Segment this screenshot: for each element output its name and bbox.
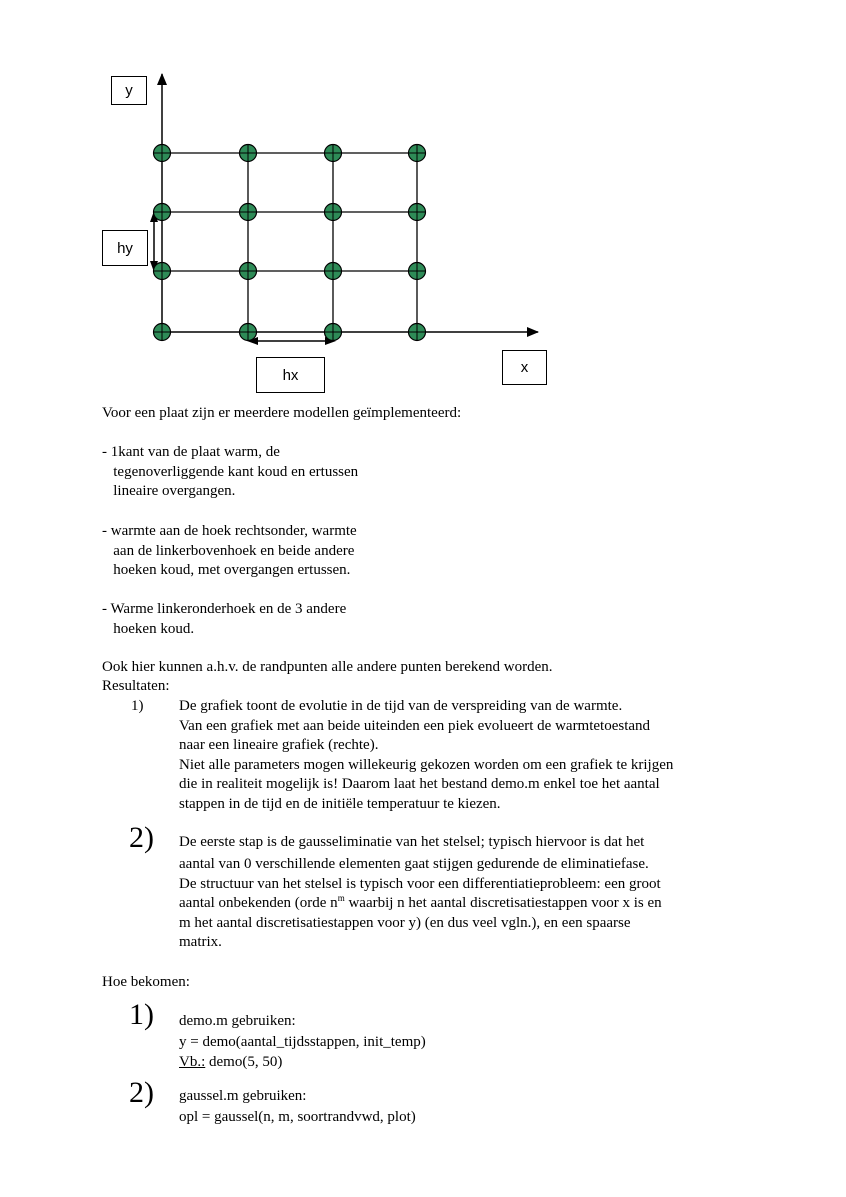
hoe-bekomen-heading: Hoe bekomen: <box>102 974 190 990</box>
x-label: x <box>520 359 529 376</box>
model-line: lineaire overgangen. <box>102 483 236 499</box>
result1-line: Van een grafiek met aan beide uiteinden een piek evolueert de warmtetoestand <box>179 717 651 734</box>
hy-label-box <box>102 230 148 266</box>
model-item-3 <box>102 600 346 639</box>
grid-nodes <box>154 145 426 341</box>
grid-node <box>240 324 257 341</box>
model-line: hoeken koud. <box>102 620 195 637</box>
grid-node <box>409 204 426 221</box>
hx-arrow <box>247 337 336 345</box>
model-line: - 1kant van de plaat warm, de <box>102 444 280 460</box>
result2-line: m het aantal discretisatiestappen voor y) (en dus veel vgln.), en een spaarse <box>179 914 631 931</box>
grid-node <box>325 263 342 280</box>
hx-label-box <box>256 357 325 393</box>
result2-line: De eerste stap is de gausseliminatie van het stelsel; typisch hiervoor is dat het <box>179 834 645 850</box>
grid-node <box>409 324 426 341</box>
intro-text: Voor een plaat zijn er meerdere modellen geïmplementeerd: <box>102 405 462 421</box>
how1-example <box>179 1053 426 1073</box>
how1-code: y = demo(aantal_tijdsstappen, init_temp) <box>179 1034 426 1050</box>
how2-body <box>179 1087 416 1128</box>
result1-number: 1) <box>131 698 144 714</box>
grid-node <box>154 204 171 221</box>
how1-body <box>179 1012 426 1072</box>
grid-node <box>240 145 257 162</box>
model-line: aan de linkerbovenhoek en beide andere <box>102 542 355 559</box>
grid-node <box>240 263 257 280</box>
how2-number: 2) <box>129 1076 154 1109</box>
how2-line: gaussel.m gebruiken: <box>179 1088 307 1104</box>
vb-code: demo(5, 50) <box>205 1053 283 1070</box>
model-item-1 <box>102 443 358 502</box>
result2-line: De structuur van het stelsel is typisch voor een differentiatieprobleem: een groot <box>179 875 661 892</box>
grid-lines <box>162 153 417 332</box>
grid-node <box>154 324 171 341</box>
how2-code: opl = gaussel(n, m, soortrandvwd, plot) <box>179 1109 416 1125</box>
result1-body <box>179 697 673 814</box>
result2-line: matrix. <box>179 934 222 950</box>
model-line: hoeken koud, met overgangen ertussen. <box>102 562 351 578</box>
grid-node <box>325 324 342 341</box>
grid-node <box>325 145 342 162</box>
result2-line: aantal onbekenden (orde $n^m$ waarbij n het aantal discretisatiestappen voor x is en <box>179 893 662 911</box>
grid-node <box>409 145 426 162</box>
model-line: - warmte aan de hoek rechtsonder, warmte <box>102 523 357 539</box>
grid-node <box>154 145 171 162</box>
grid-node <box>154 263 171 280</box>
hx-label: hx <box>282 366 299 384</box>
grid-diagram <box>0 0 846 400</box>
how1-line: demo.m gebruiken: <box>179 1013 296 1029</box>
hy-label: hy <box>117 239 133 257</box>
vb-label: Vb.: <box>179 1053 206 1070</box>
x-label-box <box>502 350 547 385</box>
grid-node <box>240 204 257 221</box>
result1-line: stappen in de tijd en de initiële temperatuur te kiezen. <box>179 795 501 812</box>
model-line: - Warme linkeronderhoek en de 3 andere <box>102 601 347 617</box>
result1-line: De grafiek toont de evolutie in de tijd van de verspreiding van de warmte. <box>179 698 623 714</box>
y-label: y <box>125 82 133 99</box>
resultaten-heading: Resultaten: <box>102 678 170 694</box>
result1-line: die in realiteit mogelijk is! Daarom laat het bestand demo.m enkel toe het aantal <box>179 776 660 792</box>
grid-node <box>409 263 426 280</box>
how1-number: 1) <box>129 998 154 1031</box>
result2-body <box>179 833 662 953</box>
result2-line: aantal van 0 verschillende elementen gaat stijgen gedurende de eliminatiefase. <box>179 856 649 872</box>
result2-number: 2) <box>129 821 154 854</box>
y-label-box <box>111 76 147 105</box>
model-item-2 <box>102 522 357 581</box>
result1-line: naar een lineaire grafiek (rechte). <box>179 737 379 753</box>
ook-hier-text: Ook hier kunnen a.h.v. de randpunten alle andere punten berekend worden. <box>102 659 553 675</box>
result1-line: Niet alle parameters mogen willekeurig gekozen worden om een grafiek te krijgen <box>179 756 674 773</box>
hy-arrow <box>150 211 158 272</box>
model-line: tegenoverliggende kant koud en ertussen <box>102 463 359 480</box>
grid-node <box>325 204 342 221</box>
